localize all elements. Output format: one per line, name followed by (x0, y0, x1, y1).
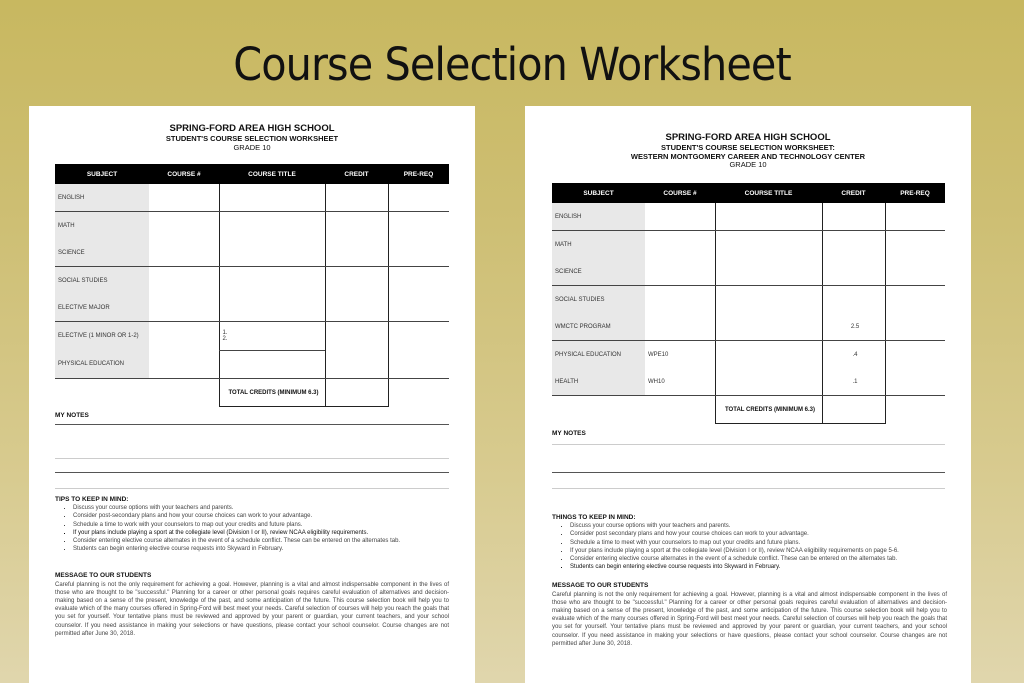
prereq-cell[interactable] (388, 239, 449, 267)
table-row (552, 341, 945, 369)
prereq-cell[interactable] (885, 258, 945, 286)
prereq-cell[interactable] (388, 322, 449, 351)
column-header: SUBJECT (552, 183, 645, 203)
notes-line[interactable] (55, 472, 449, 473)
course-title-cell[interactable] (715, 231, 822, 259)
tip-item: ▪ Schedule a time to work with your counselors to map out your credits and future plans. (73, 521, 455, 529)
subject-cell: SOCIAL STUDIES (55, 267, 149, 295)
course-title-cell[interactable] (219, 351, 325, 379)
message-title: MESSAGE TO OUR STUDENTS (55, 572, 152, 579)
course-title-cell[interactable] (219, 267, 325, 295)
tip-item: ▪ Consider post secondary plans and how your course choices can work to your advantage. (570, 530, 957, 538)
table-header-row (55, 164, 449, 184)
tip-item: ▪ Consider post-secondary plans and how your course choices can work to your advantage. (73, 512, 455, 520)
course-number-cell[interactable] (149, 351, 219, 379)
worksheet-subtitle: STUDENT'S COURSE SELECTION WORKSHEET (165, 133, 339, 143)
table-row (552, 203, 945, 231)
tip-item: ▪ Students can begin entering elective course requests into Skyward in February. (570, 563, 957, 571)
credit-cell[interactable] (822, 231, 885, 259)
tips-section (55, 496, 455, 553)
course-title-cell[interactable] (219, 212, 325, 240)
subject-cell: ENGLISH (552, 203, 645, 231)
course-number-cell[interactable]: WPE10 (645, 341, 715, 369)
subject-cell: ENGLISH (55, 184, 149, 212)
table-row (55, 351, 449, 379)
notes-line[interactable] (55, 488, 449, 489)
course-title-cell[interactable] (715, 286, 822, 314)
course-title-cell[interactable] (219, 184, 325, 212)
prereq-cell[interactable] (885, 368, 945, 396)
course-number-cell[interactable] (149, 212, 219, 240)
subject-cell: SCIENCE (55, 239, 149, 267)
column-header: CREDIT (325, 164, 388, 184)
tip-item: ▪ If your plans include playing a sport at the collegiate level (Division I or II), review NCAA eligibility requirements on page 5-6. (570, 547, 957, 555)
total-credits-row (552, 396, 945, 424)
subject-cell: PHYSICAL EDUCATION (55, 351, 149, 379)
total-credits-label: TOTAL CREDITS (MINIMUM 6.3) (715, 396, 822, 424)
credit-cell[interactable] (822, 258, 885, 286)
credit-cell[interactable] (325, 184, 388, 212)
credit-cell[interactable] (325, 212, 388, 240)
credit-cell[interactable]: 2.5 (822, 313, 885, 341)
credit-cell[interactable] (325, 322, 388, 351)
table-row (55, 212, 449, 240)
column-header: COURSE # (149, 164, 219, 184)
subject-cell: HEALTH (552, 368, 645, 396)
subject-cell: ELECTIVE (1 MINOR OR 1-2) (55, 322, 149, 351)
notes-line[interactable] (552, 488, 945, 489)
course-title-cell[interactable]: 2. (219, 336, 325, 351)
tip-item: ▪ Discuss your course options with your teachers and parents. (73, 504, 455, 512)
course-number-cell[interactable] (149, 267, 219, 295)
column-header: PRE-REQ (885, 183, 945, 203)
credit-cell[interactable] (325, 351, 388, 379)
worksheet-subtitle: STUDENT'S COURSE SELECTION WORKSHEET: (661, 142, 835, 152)
credit-cell[interactable]: .1 (822, 368, 885, 396)
tip-item: ▪ Consider entering elective course alternates in the event of a schedule conflict. These can be entered on the alternates tab. (73, 537, 455, 545)
notes-line[interactable] (552, 444, 945, 445)
course-title-cell[interactable] (715, 341, 822, 369)
tips-title: TIPS TO KEEP IN MIND: (55, 496, 129, 503)
message-section (552, 582, 947, 648)
course-title-cell[interactable]: 1. (219, 322, 325, 337)
tip-item: ▪ Discuss your course options with your teachers and parents. (570, 522, 957, 530)
subject-cell: SCIENCE (552, 258, 645, 286)
course-number-cell[interactable] (645, 286, 715, 314)
prereq-cell[interactable] (885, 286, 945, 314)
credit-cell[interactable] (325, 267, 388, 295)
column-header: COURSE TITLE (219, 164, 325, 184)
message-section (55, 572, 449, 638)
course-number-cell[interactable] (645, 258, 715, 286)
worksheet-grade10 (29, 106, 475, 683)
course-number-cell[interactable] (645, 203, 715, 231)
prereq-cell[interactable] (388, 212, 449, 240)
total-credits-label: TOTAL CREDITS (MINIMUM 6.3) (219, 379, 325, 407)
course-title-cell[interactable] (219, 294, 325, 322)
prereq-cell[interactable] (885, 341, 945, 369)
subject-cell: MATH (552, 231, 645, 259)
course-number-cell[interactable] (149, 294, 219, 322)
subject-cell: MATH (55, 212, 149, 240)
subject-cell: SOCIAL STUDIES (552, 286, 645, 314)
table-row (55, 239, 449, 267)
tip-item: ▪ If your plans include playing a sport at the collegiate level (Division I or II), review NCAA eligibility requirements. (73, 529, 455, 537)
course-title-cell[interactable] (715, 258, 822, 286)
total-credits-value[interactable] (822, 396, 885, 424)
worksheet-wmctc (525, 106, 971, 683)
course-title-cell[interactable] (715, 203, 822, 231)
table-row (55, 294, 449, 322)
column-header: CREDIT (822, 183, 885, 203)
prereq-cell[interactable] (885, 313, 945, 341)
notes-title: MY NOTES (552, 430, 586, 437)
course-table (55, 164, 449, 407)
table-row (552, 258, 945, 286)
table-row (552, 368, 945, 396)
credit-cell[interactable]: .4 (822, 341, 885, 369)
table-row (552, 286, 945, 314)
grade-label: GRADE 10 (233, 142, 271, 152)
table-header-row (552, 183, 945, 203)
table-row (55, 267, 449, 295)
table-row (55, 184, 449, 212)
notes-line[interactable] (55, 424, 449, 425)
prereq-cell[interactable] (388, 351, 449, 379)
course-table (552, 183, 945, 424)
course-number-cell[interactable] (149, 184, 219, 212)
course-number-cell[interactable] (645, 313, 715, 341)
school-name: SPRING-FORD AREA HIGH SCHOOL (169, 123, 335, 134)
course-title-cell[interactable] (715, 313, 822, 341)
prereq-cell[interactable] (388, 184, 449, 212)
subject-cell: WMCTC PROGRAM (552, 313, 645, 341)
table-row (552, 313, 945, 341)
table-row (552, 231, 945, 259)
message-body: Careful planning is not the only requirement for achieving a goal. However, planning is a vital and almost indispensable component in the lives of those who are thought to be "successful." Planning for a career or other personal goals requires careful evaluation of alternatives and decision-making based on a sense of the present, knowledge of the past, and some anticipation of the future. This course selection book will help you to evaluate which of the many courses offered in Spring-Ford will best meet your needs. Careful selection of courses will help you reach the goals that you set for yourself. Your tentative plans must be reviewed and approved by your parent or guardian, your current teachers, and your school counselor. If you need assistance in making your selections or have questions, please contact your school counselor. Course changes are not permitted after June 30, 2018. (55, 582, 449, 637)
worksheet-subtitle-center: WESTERN MONTGOMERY CAREER AND TECHNOLOGY CENTER (630, 151, 866, 161)
course-number-cell[interactable] (149, 322, 219, 351)
slide-title: Course Selection Worksheet (233, 38, 791, 91)
subject-cell: PHYSICAL EDUCATION (552, 341, 645, 369)
credit-cell[interactable] (325, 294, 388, 322)
column-header: PRE-REQ (388, 164, 449, 184)
message-body: Careful planning is not the only requirement for achieving a goal. However, planning is a vital and almost indispensable component in the lives of those who are thought to be "successful." Planning for a career or other personal goals requires careful evaluation of alternatives and decision-making based on a sense of the present, knowledge of the past, and some anticipation of the future. This course selection book will help you to evaluate which of the many courses offered in Spring-Ford will best meet your needs. Careful selection of courses will help you reach the goals that you set for yourself. Your tentative plans must be reviewed and approved by your parent or guardian, your current teachers, and your school counselor. If you need assistance in making your selections or have questions, please contact your school counselor. Course changes are not permitted after June 30, 2018. (552, 592, 947, 647)
prereq-cell[interactable] (388, 267, 449, 295)
credit-cell[interactable] (822, 286, 885, 314)
prereq-cell[interactable] (885, 231, 945, 259)
school-name: SPRING-FORD AREA HIGH SCHOOL (665, 132, 831, 143)
tip-item: ▪ Schedule a time to meet with your counselors to map out your credits and future plans. (570, 539, 957, 547)
notes-line[interactable] (552, 472, 945, 473)
grade-label: GRADE 10 (729, 160, 767, 170)
prereq-cell[interactable] (388, 294, 449, 322)
tip-item: ▪ Consider entering elective course alternates in the event of a schedule conflict. These can be entered on the alternates tab. (570, 555, 957, 563)
credit-cell[interactable] (325, 239, 388, 267)
message-title: MESSAGE TO OUR STUDENTS (552, 582, 649, 589)
worksheet-header (29, 124, 475, 152)
course-number-cell[interactable]: WH10 (645, 368, 715, 396)
subject-cell: ELECTIVE MAJOR (55, 294, 149, 322)
column-header: COURSE # (645, 183, 715, 203)
column-header: COURSE TITLE (715, 183, 822, 203)
prereq-cell[interactable] (885, 203, 945, 231)
course-title-cell[interactable] (715, 368, 822, 396)
tips-section (552, 514, 957, 571)
column-header: SUBJECT (55, 164, 149, 184)
tip-item: ▪ Students can begin entering elective course requests into Skyward in February. (73, 545, 455, 553)
total-credits-row (55, 379, 449, 407)
tips-title: THINGS TO KEEP IN MIND: (552, 514, 636, 521)
credit-cell[interactable] (822, 203, 885, 231)
worksheet-header (525, 133, 971, 170)
course-number-cell[interactable] (149, 239, 219, 267)
course-number-cell[interactable] (645, 231, 715, 259)
total-credits-value[interactable] (325, 379, 388, 407)
table-row (55, 322, 449, 337)
course-title-cell[interactable] (219, 239, 325, 267)
notes-line[interactable] (55, 458, 449, 459)
notes-title: MY NOTES (55, 412, 89, 419)
